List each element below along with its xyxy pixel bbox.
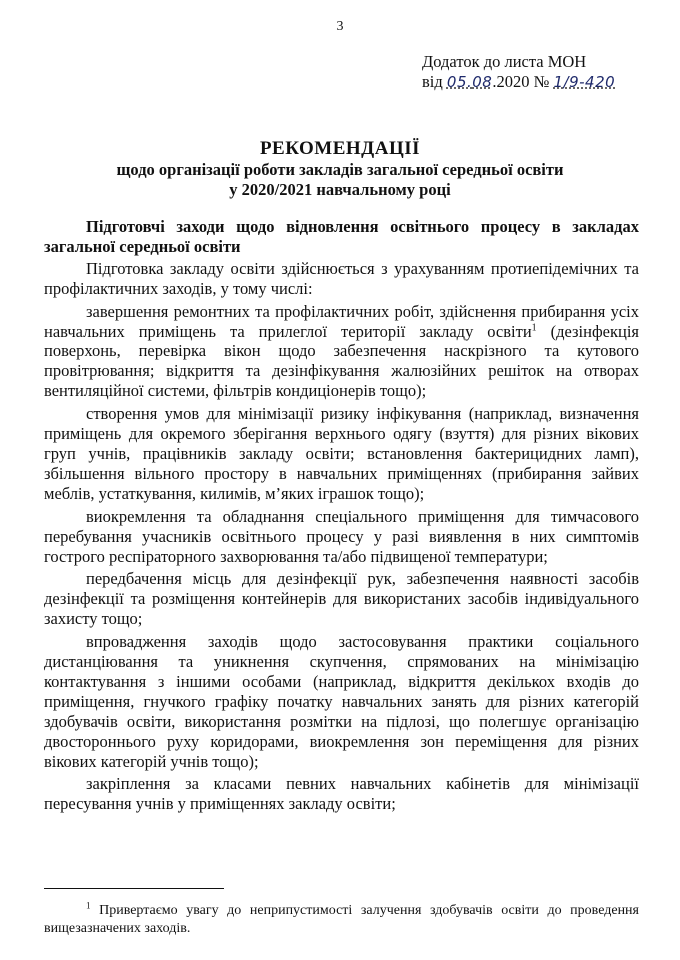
footnote-text: Привертаємо увагу до неприпустимості залучення здобувачів освіти до проведення вищезазначених заходів. xyxy=(44,903,639,936)
handwritten-day: 05. xyxy=(446,73,473,91)
handwritten-month: 08 xyxy=(472,73,493,91)
footnote-mark: 1 xyxy=(86,900,91,911)
list-item-infection-risk: створення умов для мінімізації ризику інфікування (наприклад, визначення приміщень для окремого зберігання верхнього одягу (взуття) для різних вікових груп учнів, працівників закладу освіти; встановлення бактерицидних ламп), збільшення вільного простору в навчальних приміщеннях (прибирання зайвих меблів, устаткування, килимів, м’яких іграшок тощо); xyxy=(44,404,639,503)
footnote xyxy=(44,902,639,938)
footnote-reference: 1 xyxy=(531,322,537,334)
item-text-continued: (дезінфекція поверхонь, перевірка вікон щодо забезпечення наскрізного та кутового провітрювання; відкриття та дезінфікування жалюзійних решіток на отворах вентиляційної системи, фільтрів кондиціонерів тощо); xyxy=(44,321,639,401)
handwritten-number: 1/9-420 xyxy=(553,73,616,91)
footnote-divider xyxy=(44,888,224,889)
document-body xyxy=(44,217,639,817)
addendum-date-prefix: від xyxy=(422,72,443,91)
addendum-line-2 xyxy=(422,72,672,92)
title-main: РЕКОМЕНДАЦІЇ xyxy=(259,138,421,159)
list-item-distancing: впровадження заходів щодо застосовування практики соціального дистанціювання та уникнення скупчення, спрямованих на мінімізацію контактування з іншими особами (наприклад, відкриття декількох входів до приміщення, гнучкого графіку початку навчальних занять для різних категорій здобувачів освіти, використання розмітки на підлозі, що полегшує організацію двостороннього руху коридорами, виокремлення зон переміщення для різних вікових категорій учнів тощо); xyxy=(44,632,639,771)
intro-paragraph: Підготовка закладу освіти здійснюється з урахуванням протиепідемічних та профілактичних заходів, у тому числі: xyxy=(44,258,639,298)
list-item-renovation xyxy=(44,302,639,402)
list-item-isolation-room: виокремлення та обладнання спеціального приміщення для тимчасового перебування учасників освітнього процесу у разі виявлення в них симптомів гострого респіраторного захворювання та/або підвищеної температури; xyxy=(44,506,639,566)
title-subtitle-line-1: щодо організації роботи закладів загальної середньої освіти xyxy=(116,160,564,179)
addendum-year: .2020 № xyxy=(492,72,550,91)
addendum-line-1: Додаток до листа МОН xyxy=(422,52,587,71)
item-text: завершення ремонтних та профілактичних робіт, здійснення прибирання усіх навчальних приміщень та прилеглої території закладу освіти xyxy=(44,301,639,341)
list-item-classrooms: закріплення за класами певних навчальних кабінетів для мінімізації пересування учнів у приміщеннях закладу освіти; xyxy=(44,774,639,814)
title-subtitle-line-2: у 2020/2021 навчальному році xyxy=(229,179,451,199)
list-item-disinfection: передбачення місць для дезінфекції рук, забезпечення наявності засобів дезінфекції та розміщення контейнерів для використаних засобів індивідуального захисту тощо; xyxy=(44,569,639,629)
addendum-header xyxy=(422,52,672,92)
section-title: Підготовчі заходи щодо відновлення освітнього процесу в закладах загальної середньої освіти xyxy=(44,217,639,256)
page-number: 3 xyxy=(336,19,344,34)
document-title xyxy=(0,138,680,199)
